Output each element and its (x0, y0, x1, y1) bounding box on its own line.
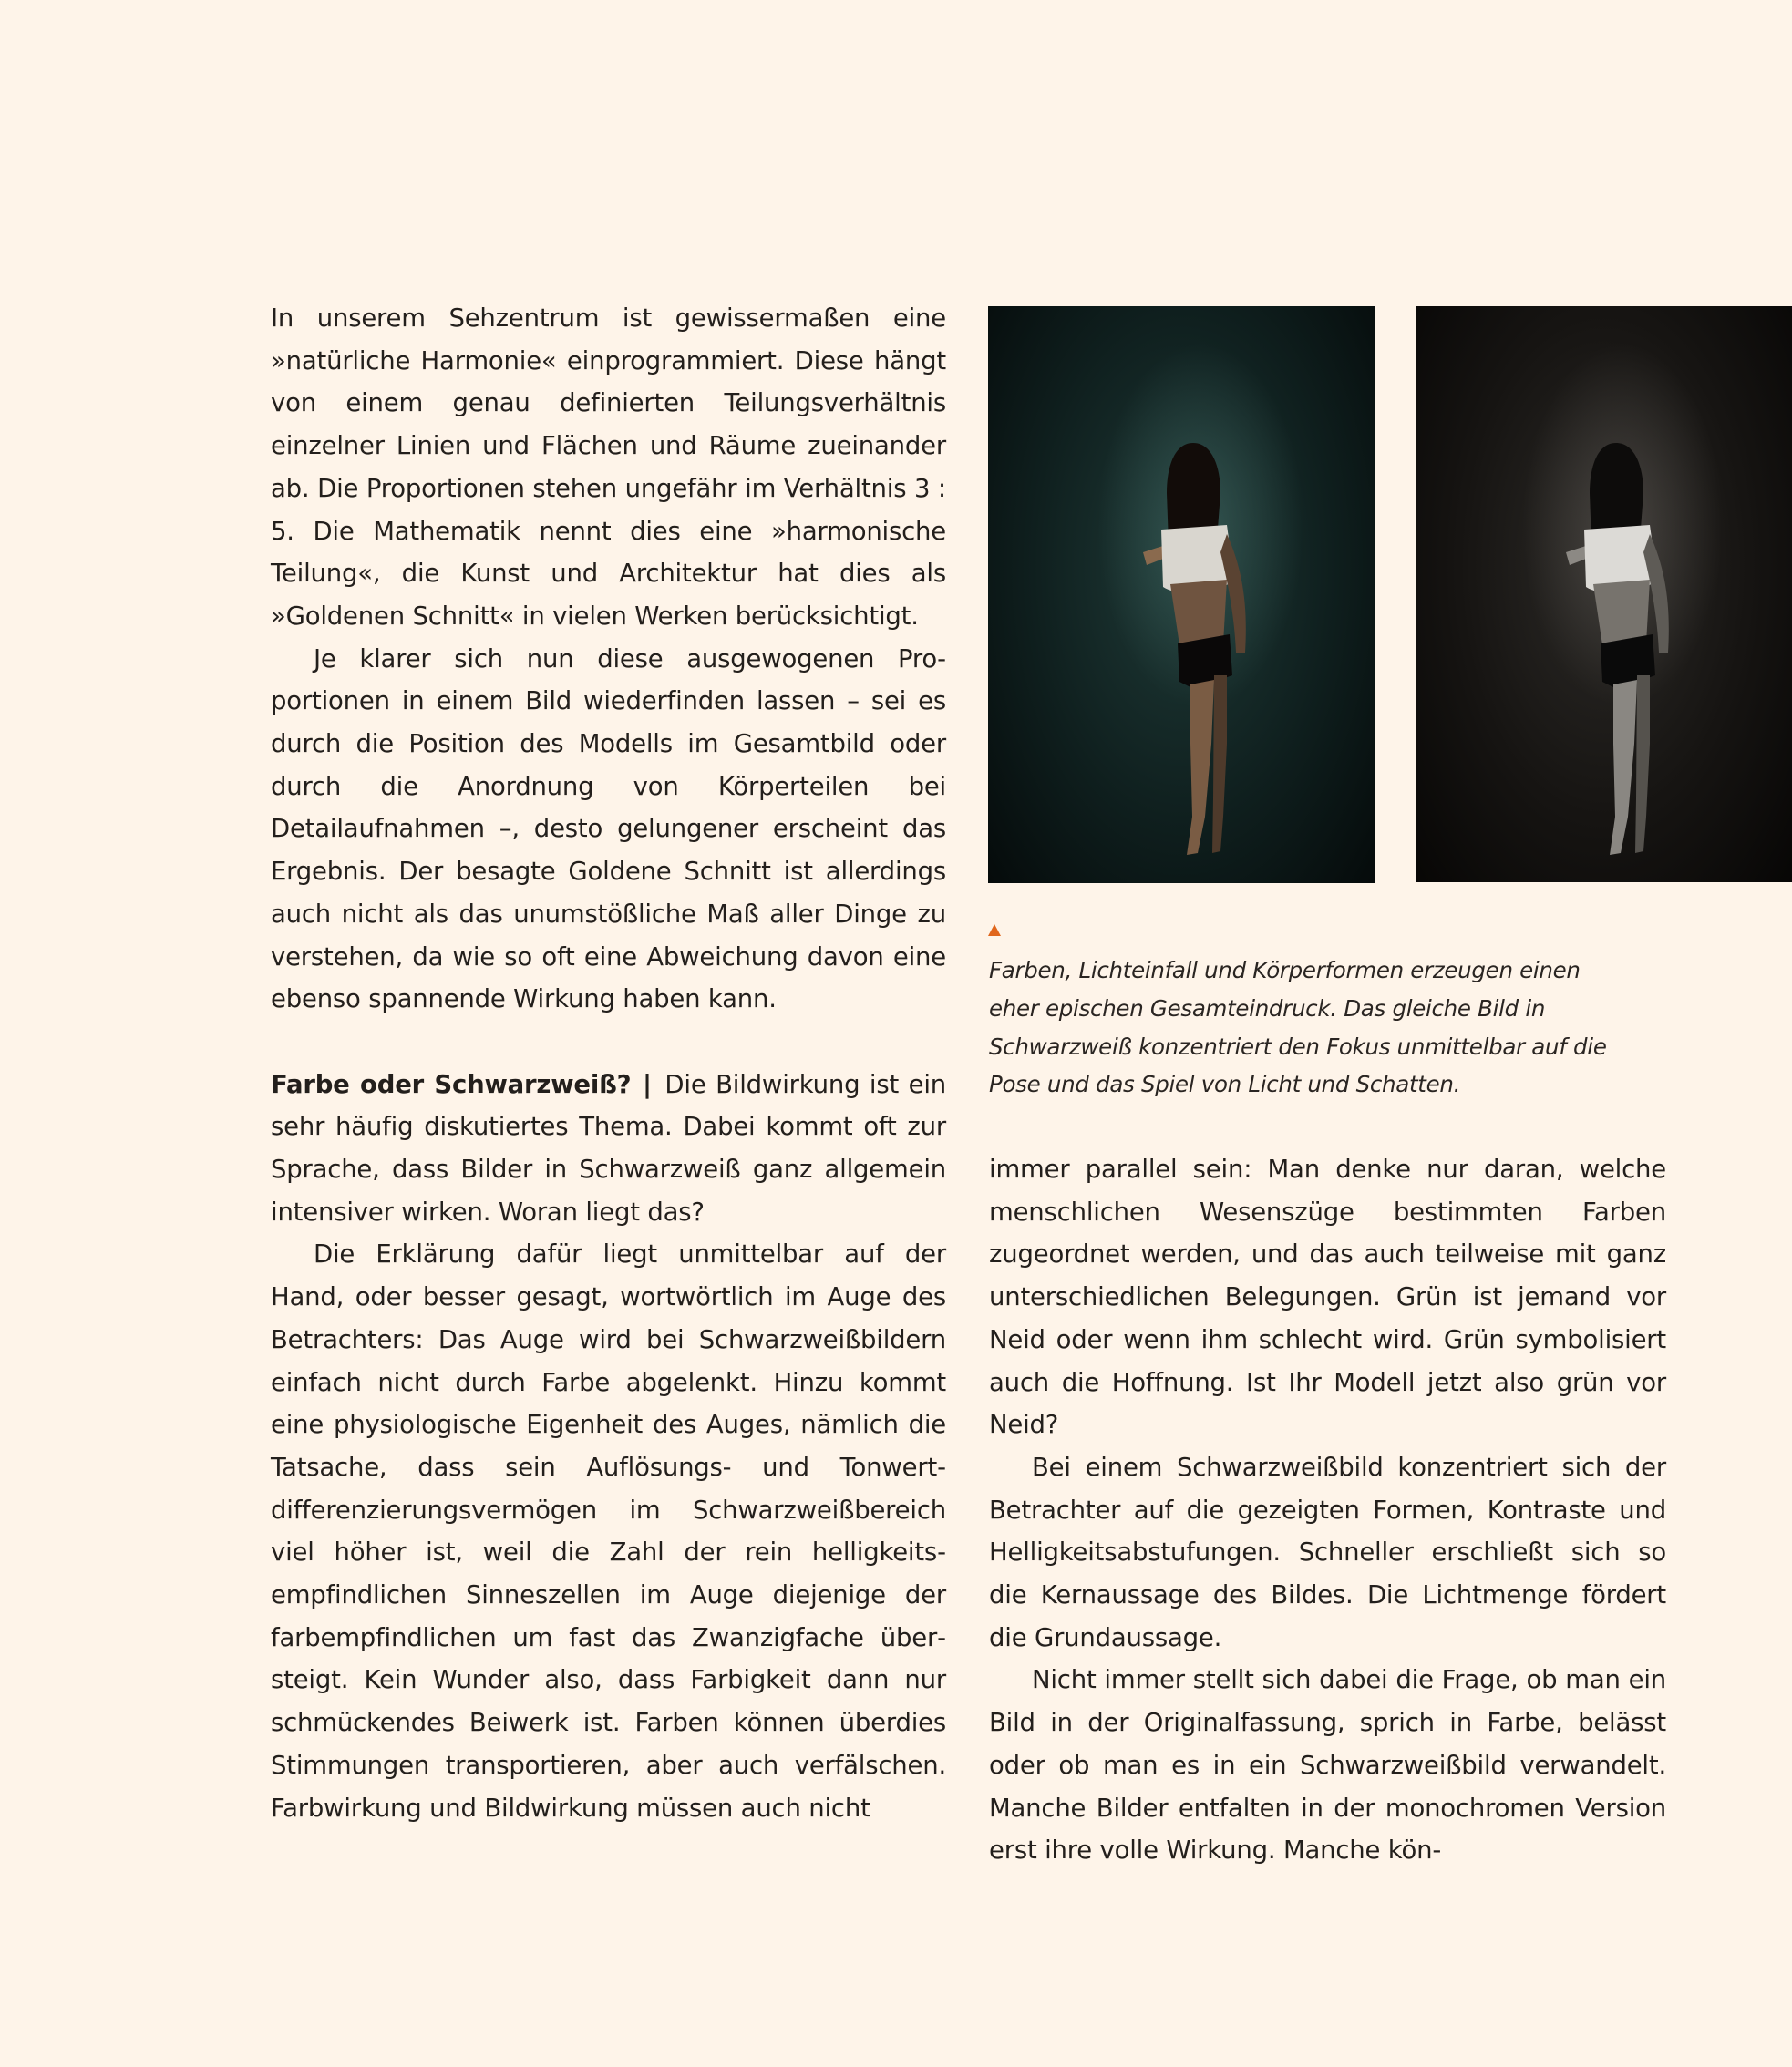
paragraph-color-traits: immer parallel sein: Man denke nur daran, welche menschlichen Wesenszüge bestimmten Farben zugeordnet werden, und das auch teilweise mit ganz unterschiedlichen Belegungen. Grün ist jemand vor Neid oder wenn ihm schlecht wird. Grün symbolisiert auch die Hoffnung. Ist Ihr Modell jetzt also grün vor Neid? (989, 1155, 1666, 1440)
paragraph-original-or-bw: Nicht immer stellt sich dabei die Frage, ob man ein Bild in der Originalfassung, sprich in Farbe, belässt oder ob man es in ein Schwarzweißbild verwandelt. Manche Bilder entfalten in der monochromen Version erst ihre volle Wirkung. Manche kön- (989, 1665, 1666, 1866)
model-figure-color-illustration (988, 306, 1375, 883)
caption-line: Farben, Lichteinfall und Körperformen erzeugen einen (989, 957, 1581, 983)
heading-separator: | (643, 1069, 652, 1099)
figure-caption (989, 951, 1700, 1104)
paragraph-explanation: Die Erklärung dafür liegt unmittelbar auf der Hand, oder besser gesagt, wortwörtlich im Auge des Betrachters: Das Auge wird bei Schwarzweißbildern einfach nicht durch Farbe abgelenkt. Hinzu kommt eine physiologische Eigenheit des Auges, nämlich die Tatsache, dass sein Auflösungs- und Tonwertdifferenzierungsvermögen im Schwarzweißbereich viel höher ist, weil die Zahl der rein helligkeitsempfindlichen Sinneszellen im Auge diejenige der farbempfindlichen um fast das Zwanzigfache übersteigt. Kein Wunder also, dass Farbigkeit dann nur schmückendes Beiwerk ist. Farben können überdies Stimmungen transportieren, aber auch verfälschen. Farbwirkung und Bildwirkung müssen auch nicht (271, 1239, 946, 1823)
paragraph-natural-harmony: In unserem Sehzentrum ist gewissermaßen eine »natürliche Harmonie« einprogrammiert. Diese hängt von einem genau definierten Teilungsverhältnis einzelner Linien und Flächen und Räume zueinander ab. Die Proportionen stehen ungefähr im Verhältnis 3 : 5. Die Mathematik nennt dies eine »harmonische Teilung«, die Kunst und Architektur hat dies als »Goldenen Schnitt« in vielen Werken berücksichtigt. (271, 303, 946, 631)
section-heading: Farbe oder Schwarzweiß? (271, 1069, 632, 1099)
left-text-column (271, 297, 946, 1829)
model-figure-bw-illustration (1416, 306, 1792, 882)
section-color-or-bw (271, 1064, 946, 1234)
right-text-column (989, 1148, 1666, 1872)
paragraph-balanced-proportions: Je klarer sich nun diese ausgewogenen Proportionen in einem Bild wiederfinden lassen – sei es durch die Position des Modells im Gesamtbild oder durch die Anordnung von Körperteilen bei Detailaufnahmen –, desto gelungener erscheint das Ergebnis. Der besagte Goldene Schnitt ist allerdings auch nicht als das unumstößliche Maß aller Dinge zu verstehen, da wie so oft eine Abweichung davon eine ebenso spannende Wirkung haben kann. (271, 643, 946, 1014)
paragraph-bw-focus: Bei einem Schwarzweißbild konzentriert sich der Betrachter auf die gezeigten Formen, Kontraste und Helligkeitsabstufungen. Schneller erschließt sich so die Kernaussage des Bildes. Die Lichtmenge fördert die Grundaussage. (989, 1452, 1666, 1652)
photo-color-version (988, 306, 1375, 883)
section-lead-text: Die Bildwirkung ist ein sehr häufig diskutiertes Thema. Dabei kommt oft zur Sprache, dass Bilder in Schwarzweiß ganz allgemein intensiver wirken. Woran liegt das? (271, 1069, 946, 1227)
caption-triangle-icon (988, 924, 1001, 936)
caption-line: Schwarzweiß konzentriert den Fokus unmittelbar auf die (989, 1033, 1607, 1060)
photo-bw-version (1416, 306, 1792, 882)
caption-line: eher epischen Gesamteindruck. Das gleiche Bild in (989, 994, 1546, 1022)
caption-line: Pose und das Spiel von Licht und Schatten. (989, 1071, 1461, 1098)
